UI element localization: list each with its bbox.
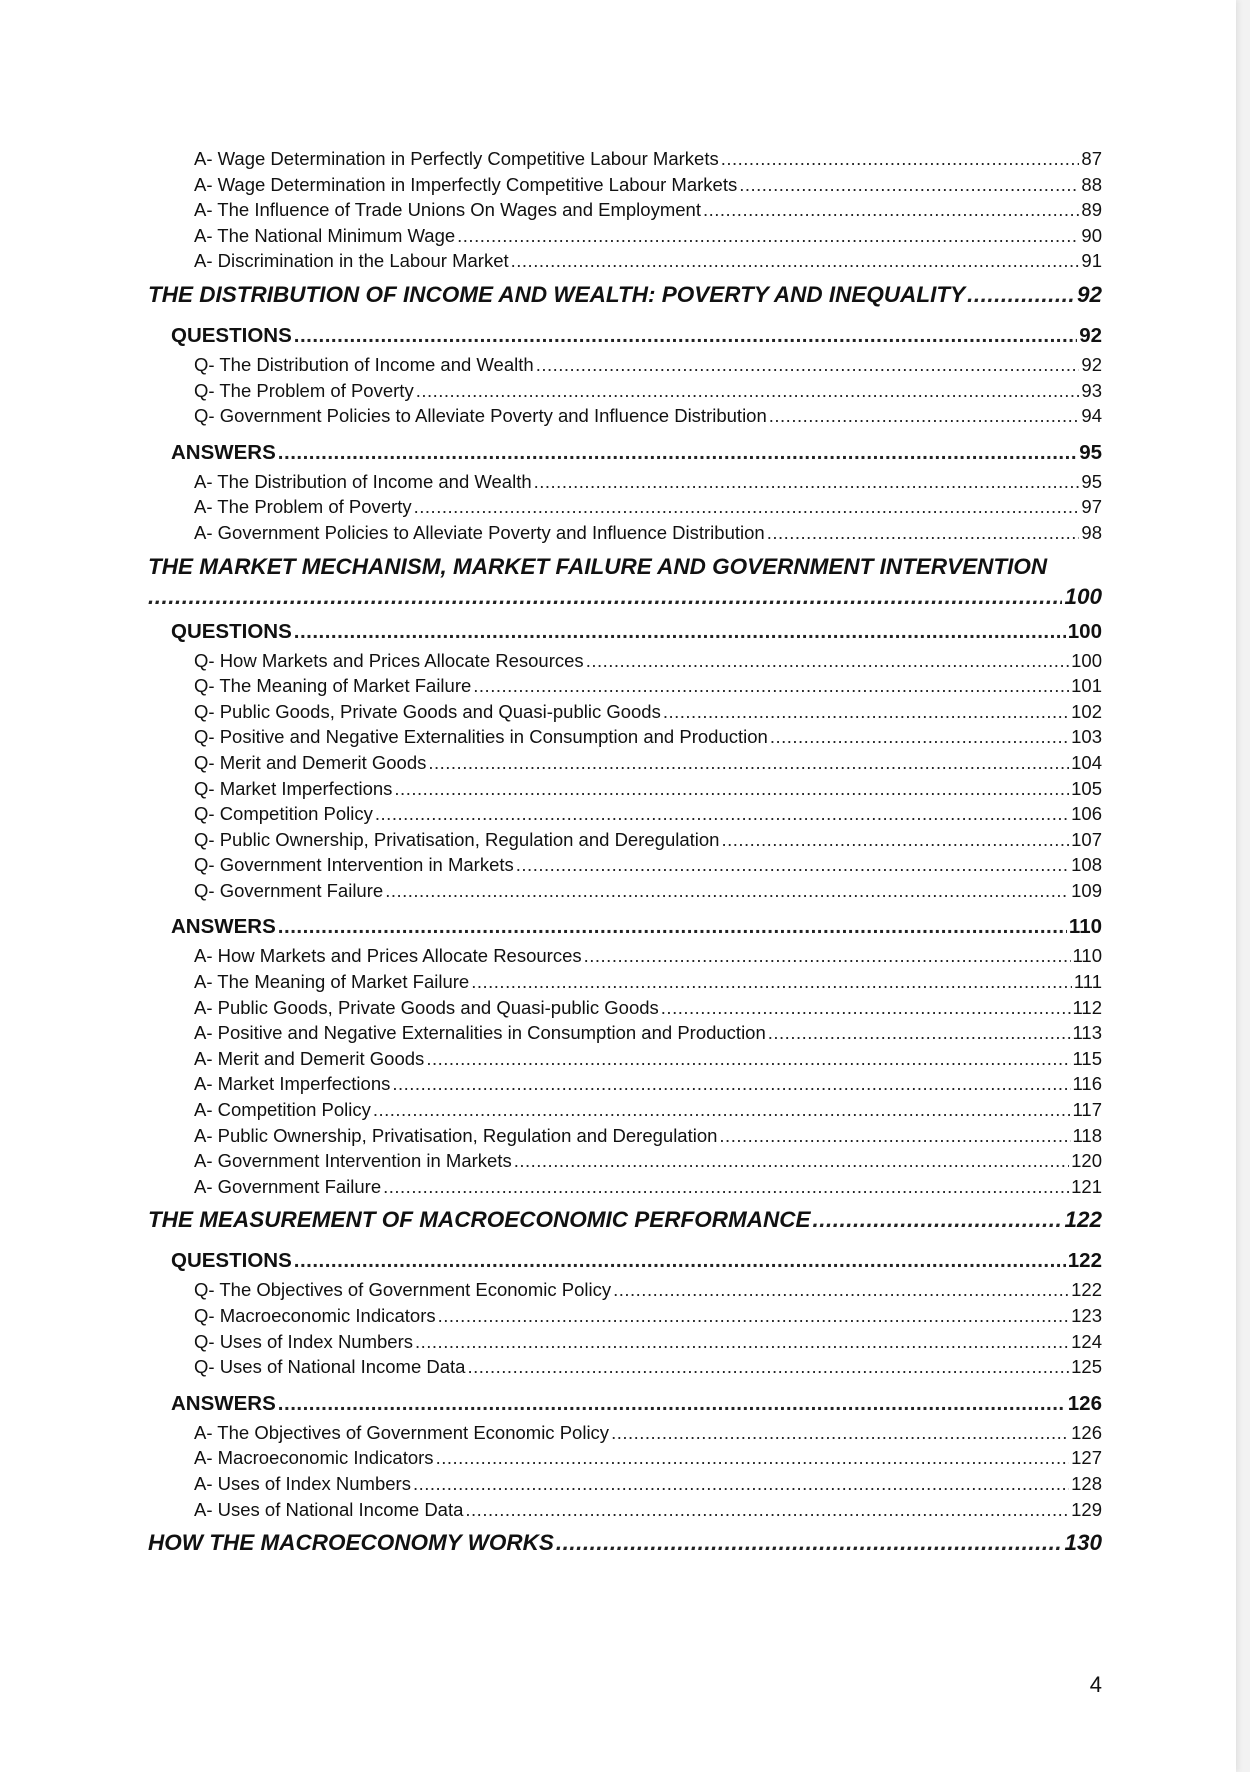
page-number: 4 — [1089, 1672, 1102, 1697]
toc-entry[interactable]: Q- The Distribution of Income and Wealth ..... 92 — [148, 354, 1102, 380]
toc-entry[interactable]: Q- The Problem of Poverty ..... 93 — [148, 380, 1102, 406]
toc-entry[interactable]: A- Market Imperfections ..... 116 — [148, 1073, 1102, 1099]
toc-entry[interactable]: A- How Markets and Prices Allocate Resources ..... 110 — [148, 945, 1102, 971]
toc-questions-heading[interactable]: QUESTIONS ..... 92 — [148, 324, 1102, 354]
toc-entry[interactable]: A- Government Intervention in Markets ..... 120 — [148, 1150, 1102, 1176]
toc-chapter-heading[interactable]: THE MEASUREMENT OF MACROECONOMIC PERFORMANCE ..... 122 — [148, 1207, 1102, 1245]
toc-entry[interactable]: A- Macroeconomic Indicators ..... 127 — [148, 1447, 1102, 1473]
toc-answers-heading[interactable]: ANSWERS ..... 95 — [148, 441, 1102, 471]
toc-entry[interactable]: A- Uses of National Income Data ..... 129 — [148, 1499, 1102, 1525]
toc-questions-heading[interactable]: QUESTIONS ..... 100 — [148, 620, 1102, 650]
toc-entry[interactable]: Q- Competition Policy ..... 106 — [148, 803, 1102, 829]
toc-group-wages — [148, 148, 1102, 276]
toc-entry[interactable]: Q- Government Policies to Alleviate Poverty and Influence Distribution ..... 94 — [148, 405, 1102, 431]
toc-entry[interactable]: A- Merit and Demerit Goods ..... 115 — [148, 1048, 1102, 1074]
toc-chapter-heading[interactable]: HOW THE MACROECONOMY WORKS ..... 130 — [148, 1530, 1102, 1568]
toc-entry[interactable]: A- The Influence of Trade Unions On Wages and Employment ..... 89 — [148, 199, 1102, 225]
toc-chapter-heading[interactable]: THE DISTRIBUTION OF INCOME AND WEALTH: POVERTY AND INEQUALITY ..... 92 — [148, 282, 1102, 320]
table-of-contents — [148, 148, 1102, 1568]
toc-entry[interactable]: A- Government Policies to Alleviate Poverty and Influence Distribution ..... 98 — [148, 522, 1102, 548]
toc-answers-heading[interactable]: ANSWERS ..... 110 — [148, 915, 1102, 945]
toc-entry[interactable]: Q- Macroeconomic Indicators ..... 123 — [148, 1305, 1102, 1331]
toc-answers-heading[interactable]: ANSWERS ..... 126 — [148, 1392, 1102, 1422]
toc-entry[interactable]: A- Discrimination in the Labour Market ..... 91 — [148, 250, 1102, 276]
toc-entry[interactable]: Q- Government Failure ..... 109 — [148, 880, 1102, 906]
toc-entry[interactable]: Q- Market Imperfections ..... 105 — [148, 778, 1102, 804]
toc-entry[interactable]: A- The National Minimum Wage ..... 90 — [148, 225, 1102, 251]
toc-entry[interactable]: A- Positive and Negative Externalities in Consumption and Production ..... 113 — [148, 1022, 1102, 1048]
toc-entry[interactable]: Q- Positive and Negative Externalities in Consumption and Production ..... 103 — [148, 726, 1102, 752]
toc-entry[interactable]: A- Wage Determination in Imperfectly Competitive Labour Markets ..... 88 — [148, 174, 1102, 200]
toc-entry[interactable]: A- Wage Determination in Perfectly Competitive Labour Markets ..... 87 — [148, 148, 1102, 174]
toc-entry[interactable]: A- Public Ownership, Privatisation, Regulation and Deregulation ..... 118 — [148, 1125, 1102, 1151]
toc-chapter-heading[interactable]: THE MARKET MECHANISM, MARKET FAILURE AND GOVERNMENT INTERVENTION ..... 100 — [148, 554, 1102, 616]
toc-entry[interactable]: Q- Uses of National Income Data ..... 125 — [148, 1356, 1102, 1382]
toc-entry[interactable]: A- The Problem of Poverty ..... 97 — [148, 496, 1102, 522]
toc-entry[interactable]: Q- Uses of Index Numbers ..... 124 — [148, 1331, 1102, 1357]
toc-entry[interactable]: A- The Objectives of Government Economic Policy ..... 126 — [148, 1422, 1102, 1448]
toc-entry[interactable]: Q- The Meaning of Market Failure ..... 101 — [148, 675, 1102, 701]
toc-entry[interactable]: A- Government Failure ..... 121 — [148, 1176, 1102, 1202]
toc-entry[interactable]: A- Public Goods, Private Goods and Quasi-public Goods ..... 112 — [148, 997, 1102, 1023]
toc-entry[interactable]: Q- The Objectives of Government Economic Policy ..... 122 — [148, 1279, 1102, 1305]
toc-entry[interactable]: Q- Public Ownership, Privatisation, Regulation and Deregulation ..... 107 — [148, 829, 1102, 855]
toc-entry[interactable]: A- Uses of Index Numbers ..... 128 — [148, 1473, 1102, 1499]
toc-entry[interactable]: Q- How Markets and Prices Allocate Resources ..... 100 — [148, 650, 1102, 676]
toc-entry[interactable]: Q- Government Intervention in Markets ..... 108 — [148, 854, 1102, 880]
toc-entry[interactable]: Q- Public Goods, Private Goods and Quasi-public Goods ..... 102 — [148, 701, 1102, 727]
toc-entry[interactable]: A- Competition Policy ..... 117 — [148, 1099, 1102, 1125]
toc-questions-heading[interactable]: QUESTIONS ..... 122 — [148, 1249, 1102, 1279]
toc-entry[interactable]: Q- Merit and Demerit Goods ..... 104 — [148, 752, 1102, 778]
toc-entry[interactable]: A- The Distribution of Income and Wealth ..... 95 — [148, 471, 1102, 497]
toc-entry[interactable]: A- The Meaning of Market Failure ..... 111 — [148, 971, 1102, 997]
